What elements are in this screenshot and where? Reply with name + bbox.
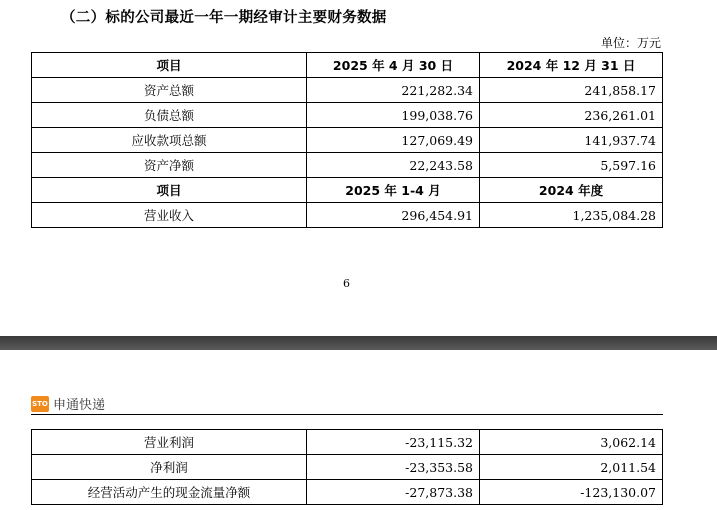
header-period-2: 2024 年 12 月 31 日	[480, 53, 663, 78]
row-value-2: 2,011.54	[480, 455, 663, 480]
document-page-2	[0, 350, 717, 510]
row-value-1: 22,243.58	[307, 153, 480, 178]
table-header-row	[32, 53, 663, 78]
row-label: 营业收入	[32, 203, 307, 228]
table-row	[32, 103, 663, 128]
row-value-1: -23,115.32	[307, 430, 480, 455]
table-row	[32, 455, 663, 480]
row-value-2: 236,261.01	[480, 103, 663, 128]
table-row	[32, 203, 663, 228]
row-value-2: 5,597.16	[480, 153, 663, 178]
row-value-1: -23,353.58	[307, 455, 480, 480]
row-label: 营业利润	[32, 430, 307, 455]
table-subheader-row	[32, 178, 663, 203]
row-value-1: 199,038.76	[307, 103, 480, 128]
header-item: 项目	[32, 53, 307, 78]
logo-text: 申通快递	[53, 398, 106, 413]
table-row	[32, 430, 663, 455]
row-value-1: 127,069.49	[307, 128, 480, 153]
row-value-2: 3,062.14	[480, 430, 663, 455]
row-value-2: -123,130.07	[480, 480, 663, 505]
row-label: 资产总额	[32, 78, 307, 103]
sto-logo-icon: STO	[31, 396, 49, 412]
header-period-2: 2024 年度	[480, 178, 663, 203]
header-item: 项目	[32, 178, 307, 203]
page-separator	[0, 336, 717, 350]
financial-data-table-continued	[31, 429, 663, 505]
row-label: 负债总额	[32, 103, 307, 128]
header-period-1: 2025 年 1-4 月	[307, 178, 480, 203]
table-row	[32, 128, 663, 153]
row-value-2: 1,235,084.28	[480, 203, 663, 228]
row-value-1: 221,282.34	[307, 78, 480, 103]
table-row	[32, 78, 663, 103]
unit-label: 单位：万元	[600, 36, 661, 50]
row-value-2: 241,858.17	[480, 78, 663, 103]
row-value-1: -27,873.38	[307, 480, 480, 505]
header-rule	[31, 414, 663, 415]
header-period-1: 2025 年 4 月 30 日	[307, 53, 480, 78]
section-title: （二）标的公司最近一年一期经审计主要财务数据	[61, 10, 387, 26]
row-label: 经营活动产生的现金流量净额	[32, 480, 307, 505]
row-label: 资产净额	[32, 153, 307, 178]
row-label: 应收款项总额	[32, 128, 307, 153]
financial-data-table	[31, 52, 663, 228]
row-value-1: 296,454.91	[307, 203, 480, 228]
table-row	[32, 153, 663, 178]
company-logo	[31, 394, 105, 413]
page-number: 6	[343, 277, 350, 290]
table-row	[32, 480, 663, 505]
row-value-2: 141,937.74	[480, 128, 663, 153]
row-label: 净利润	[32, 455, 307, 480]
